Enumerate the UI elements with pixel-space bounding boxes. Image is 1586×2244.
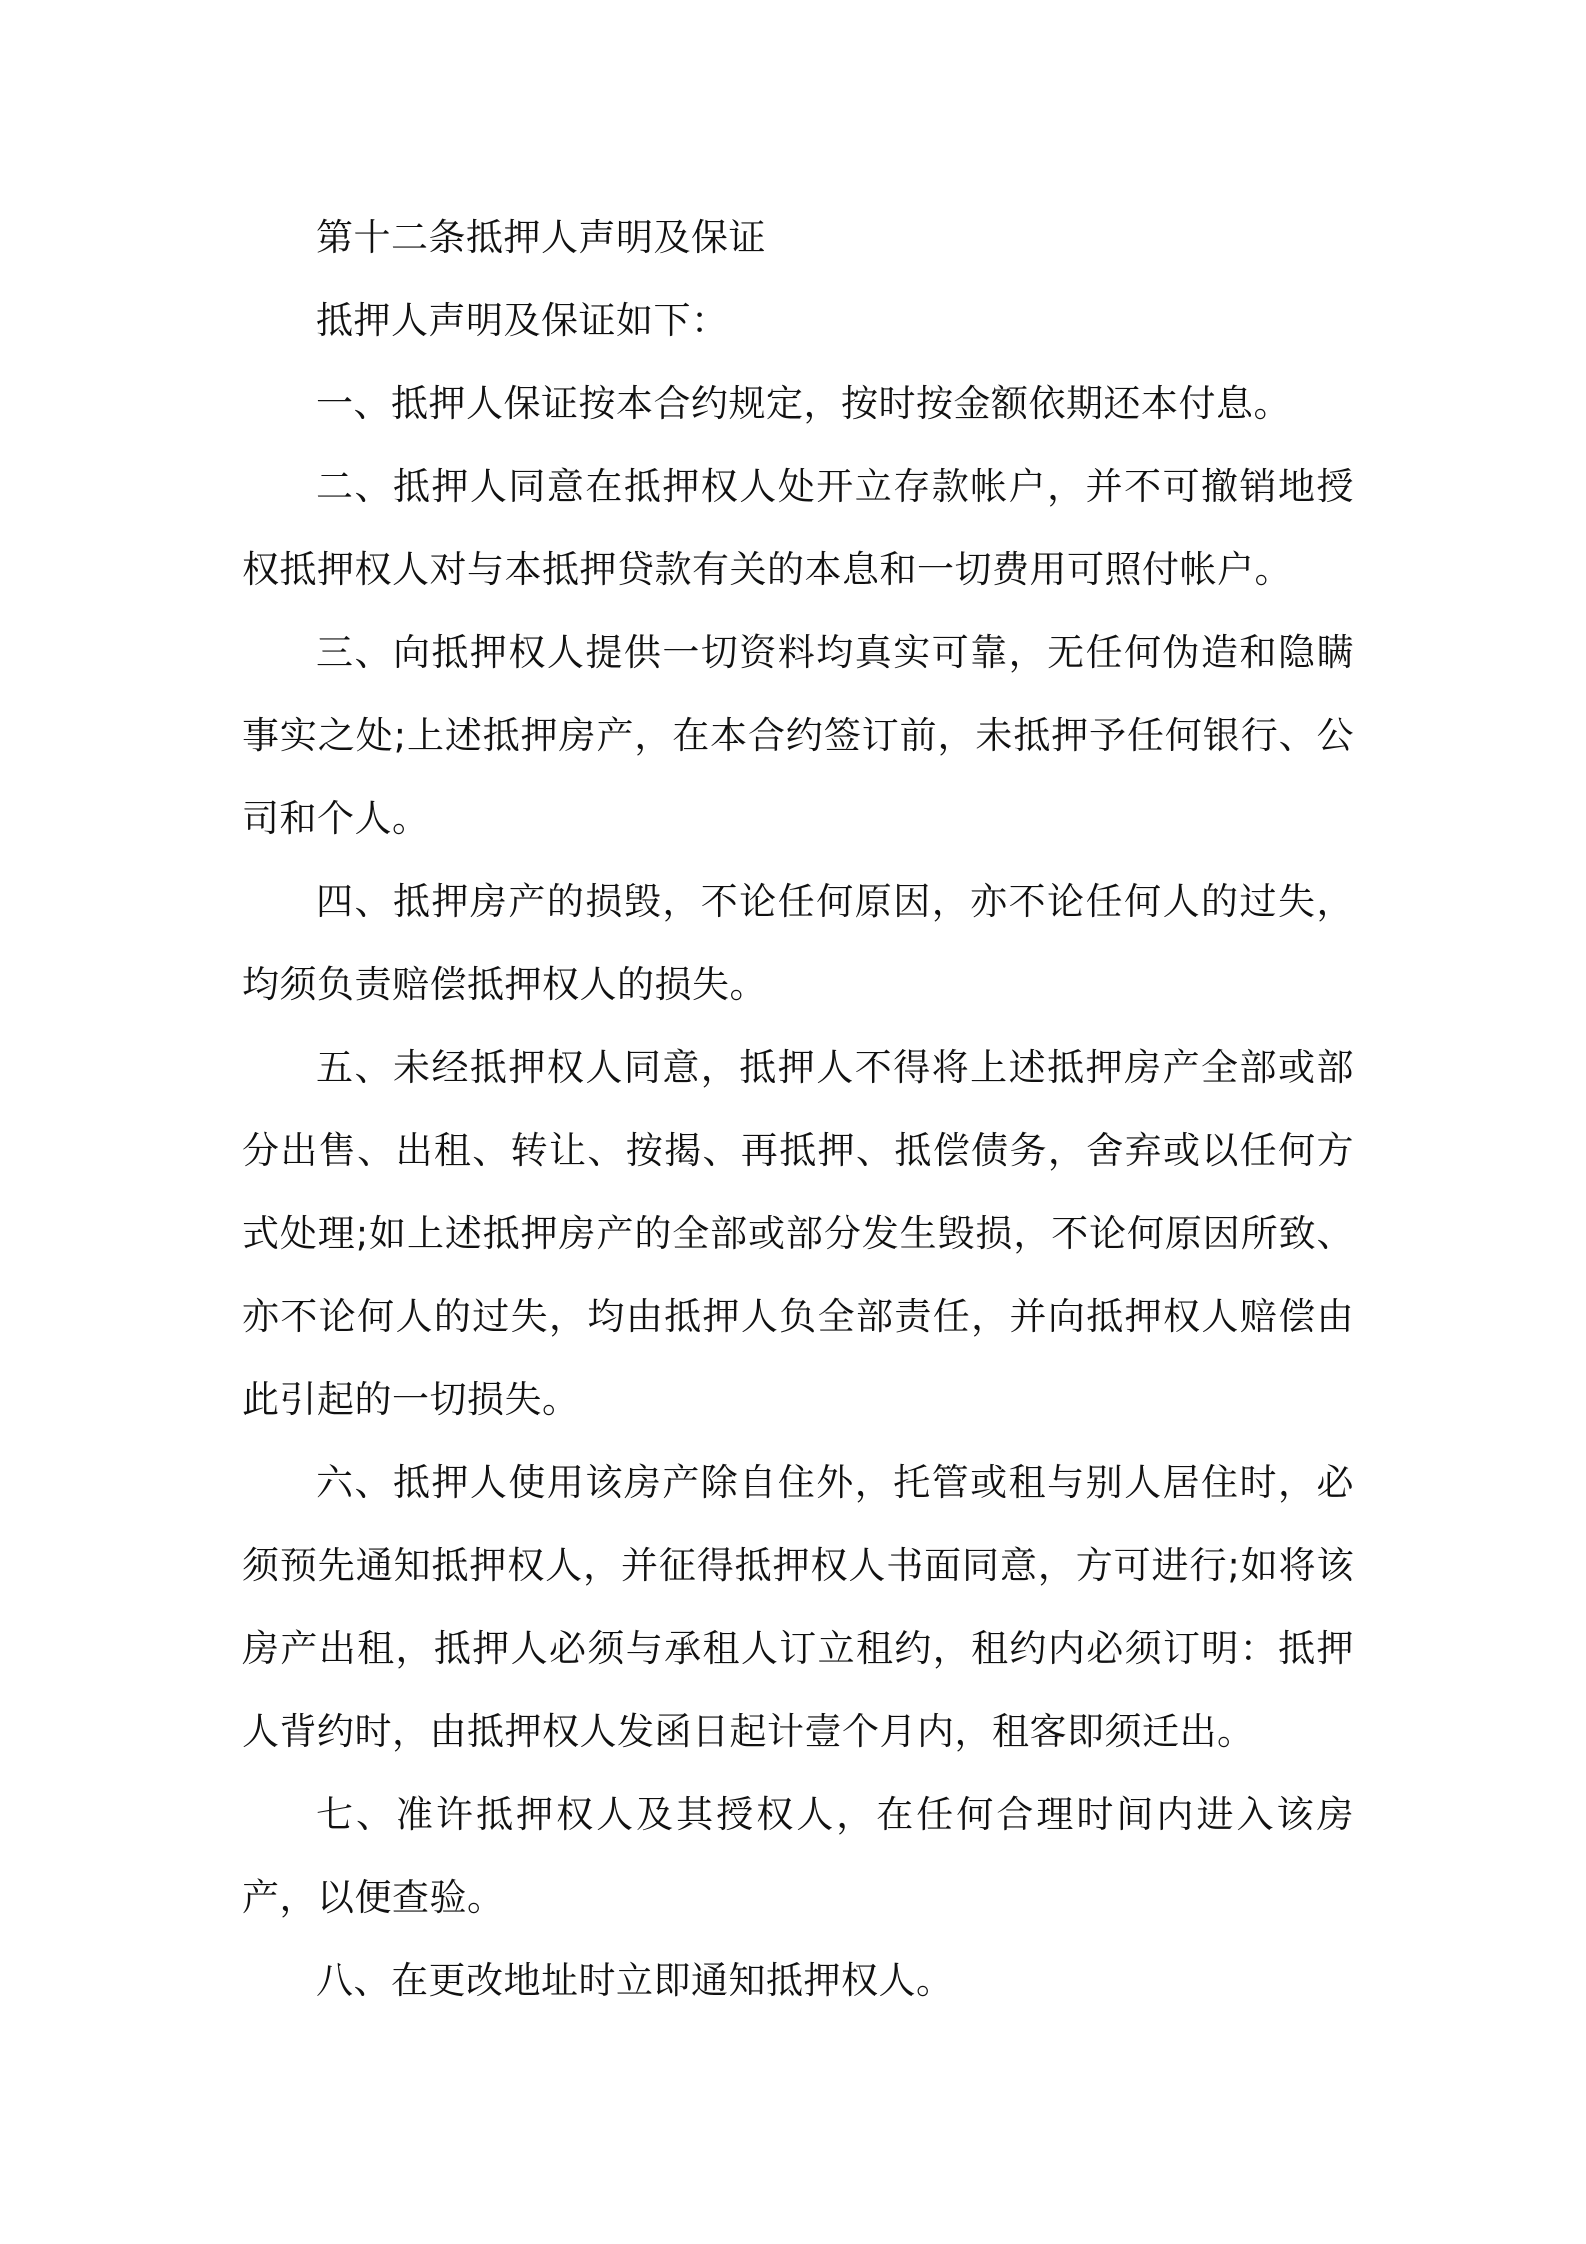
clause-paragraph-7: 七、准许抵押权人及其授权人，在任何合理时间内进入该房产，以便查验。: [242, 1793, 1354, 1919]
clause-paragraph-8: 八、在更改地址时立即通知抵押权人。: [316, 1959, 954, 2002]
article-heading: 第十二条抵押人声明及保证: [316, 216, 766, 259]
clause-paragraph-2: 二、抵押人同意在抵押权人处开立存款帐户，并不可撤销地授权抵押权人对与本抵押贷款有关的本息和一切费用可照付帐户。: [242, 465, 1354, 591]
clause-paragraph-5: 五、未经抵押权人同意，抵押人不得将上述抵押房产全部或部分出售、出租、转让、按揭、再抵押、抵偿债务，舍弃或以任何方式处理;如上述抵押房产的全部或部分发生毁损，不论何原因所致、亦不论何人的过失，均由抵押人负全部责任，并向抵押权人赔偿由此引起的一切损失。: [242, 1046, 1354, 1421]
clause-paragraph-4: 四、抵押房产的损毁，不论任何原因，亦不论任何人的过失，均须负责赔偿抵押权人的损失。: [242, 880, 1354, 1006]
clause-paragraph-6: 六、抵押人使用该房产除自住外，托管或租与别人居住时，必须预先通知抵押权人，并征得抵押权人书面同意，方可进行;如将该房产出租，抵押人必须与承租人订立租约，租约内必须订明：抵押人背约时，由抵押权人发函日起计壹个月内，租客即须迁出。: [242, 1461, 1354, 1753]
document-body: [242, 196, 1354, 2022]
intro-paragraph: 抵押人声明及保证如下：: [316, 299, 729, 342]
clause-paragraph-1: 一、抵押人保证按本合约规定，按时按金额依期还本付息。: [316, 382, 1291, 425]
clause-paragraph-3: 三、向抵押权人提供一切资料均真实可靠，无任何伪造和隐瞒事实之处;上述抵押房产，在本合约签订前，未抵押予任何银行、公司和个人。: [242, 631, 1354, 840]
